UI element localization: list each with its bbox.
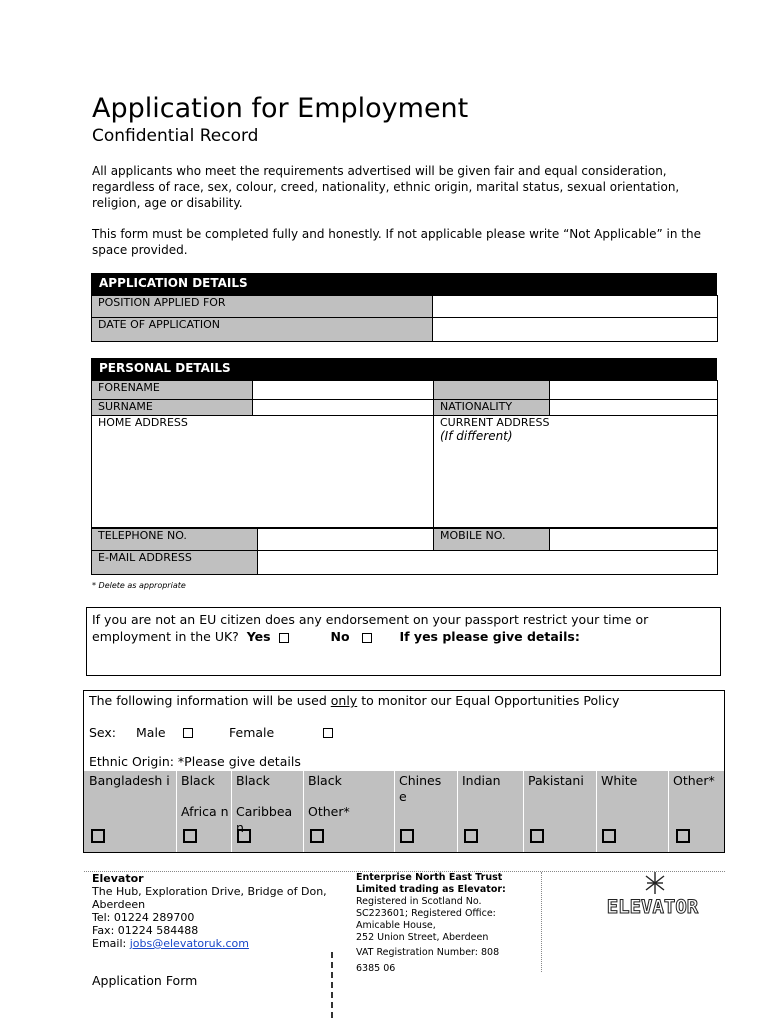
eu-question-box xyxy=(86,607,721,676)
ethnic-col-1: Black xyxy=(181,773,215,788)
contact-table xyxy=(91,528,718,575)
delete-note: * Delete as appropriate xyxy=(92,581,186,590)
surname-field[interactable] xyxy=(253,400,434,416)
forename-extra-field[interactable] xyxy=(550,381,718,400)
equal-opportunities-box xyxy=(83,690,725,853)
footer-addr2: Aberdeen xyxy=(92,898,146,911)
personal-details-heading: PERSONAL DETAILS xyxy=(91,358,717,380)
position-field[interactable] xyxy=(433,296,718,318)
nationality-field[interactable] xyxy=(550,400,718,416)
date-field[interactable] xyxy=(433,318,718,342)
ethnic-checkbox-white[interactable] xyxy=(602,829,616,843)
footer-vat1: VAT Registration Number: 808 xyxy=(356,947,500,958)
ethnic-col-6: Pakistani xyxy=(528,773,584,788)
intro-only: only xyxy=(330,693,358,708)
female-label: Female xyxy=(229,725,275,740)
footer-trust1: Enterprise North East Trust xyxy=(356,872,503,883)
ethnic-checkbox-black-caribbean[interactable] xyxy=(237,829,251,843)
eu-details-label: If yes please give details: xyxy=(399,629,580,644)
footer-email-label: Email: xyxy=(92,937,130,950)
footer-org: Elevator xyxy=(92,872,144,885)
home-address-field[interactable] xyxy=(92,416,434,528)
forename-label: FORENAME xyxy=(92,381,253,400)
footer-reg1: Registered in Scotland No. xyxy=(356,896,482,907)
footer-fax: Fax: 01224 584488 xyxy=(92,924,199,937)
ethnic-sub-1: Africa n xyxy=(181,804,229,819)
divider xyxy=(303,771,304,852)
footer-email-link[interactable]: jobs@elevatoruk.com xyxy=(129,937,249,950)
footer-reg4: 252 Union Street, Aberdeen xyxy=(356,932,489,943)
elevator-logo xyxy=(585,870,720,920)
footer-addr1: The Hub, Exploration Drive, Bridge of Don, xyxy=(92,885,327,898)
home-address-label: HOME ADDRESS xyxy=(98,416,188,429)
ethnic-checkbox-indian[interactable] xyxy=(464,829,478,843)
divider xyxy=(231,771,232,852)
ethnic-grid-cells xyxy=(84,771,724,852)
instructions-paragraph: This form must be completed fully and honestly. If not applicable please write “Not Applicable” in the space provided. xyxy=(92,227,701,257)
mobile-field[interactable] xyxy=(550,529,718,551)
ethnic-checkbox-bangladeshi[interactable] xyxy=(91,829,105,843)
footer-form-name: Application Form xyxy=(92,973,198,988)
telephone-label: TELEPHONE NO. xyxy=(92,529,258,551)
divider xyxy=(523,771,524,852)
position-label: POSITION APPLIED FOR xyxy=(92,296,433,318)
mobile-label: MOBILE NO. xyxy=(434,529,550,551)
ethnic-col-7: White xyxy=(601,773,638,788)
surname-label: SURNAME xyxy=(92,400,253,416)
page-title: Application for Employment xyxy=(92,93,469,124)
ethnic-checkbox-black-other[interactable] xyxy=(310,829,324,843)
divider xyxy=(394,771,395,852)
divider xyxy=(176,771,177,852)
footer-vat2: 6385 06 xyxy=(356,963,396,974)
footer-tel: Tel: 01224 289700 xyxy=(92,911,195,924)
footer-contact xyxy=(92,872,327,950)
application-details-table xyxy=(91,295,718,342)
eu-no-label: No xyxy=(330,629,350,644)
footer-reg2: SC223601; Registered Office: xyxy=(356,908,496,919)
ethnic-col-3: Black xyxy=(308,773,342,788)
ethnic-col-8: Other* xyxy=(673,773,715,788)
footer-reg3: Amicable House, xyxy=(356,920,436,931)
equal-ops-intro xyxy=(89,693,619,708)
ethnic-col-2: Black xyxy=(236,773,270,788)
blank-cell xyxy=(434,381,550,400)
personal-details-table xyxy=(91,380,718,528)
intro-pre: The following information will be used xyxy=(89,693,331,708)
if-different-note: (If different) xyxy=(440,429,513,443)
ethnic-col-4: Chines e xyxy=(399,773,442,804)
sex-label: Sex: xyxy=(89,725,117,740)
ethnic-checkbox-chinese[interactable] xyxy=(400,829,414,843)
eu-no-checkbox[interactable] xyxy=(362,633,372,643)
eu-yes-label: Yes xyxy=(246,629,271,644)
page-subtitle: Confidential Record xyxy=(92,126,259,146)
current-address-field[interactable] xyxy=(434,416,718,528)
email-field[interactable] xyxy=(258,551,718,575)
eu-question: If you are not an EU citizen does any endorsement on your passport restrict your time or employment in the UK? xyxy=(92,612,649,644)
eu-question-text xyxy=(92,611,702,645)
divider xyxy=(457,771,458,852)
female-checkbox[interactable] xyxy=(323,728,333,738)
intro-paragraph: All applicants who meet the requirements advertised will be given fair and equal consideration, regardless of race, sex, colour, creed, nationality, ethnic origin, marital status, sexual orientation, religion, age or disability. xyxy=(92,164,680,210)
elevator-logo-text: ELEVATOR xyxy=(606,896,699,918)
footer-trust2: Limited trading as Elevator: xyxy=(356,884,506,895)
ethnic-sub-2: Caribbea n xyxy=(236,804,293,835)
sex-row xyxy=(89,725,116,740)
footer-divider-left xyxy=(331,952,333,1018)
forename-field[interactable] xyxy=(253,381,434,400)
ethnic-sub-3: Other* xyxy=(308,804,350,819)
date-label: DATE OF APPLICATION xyxy=(92,318,433,342)
current-address-label: CURRENT ADDRESS xyxy=(440,416,550,429)
ethnic-label: Ethnic Origin: *Please give details xyxy=(89,754,301,769)
ethnic-checkbox-black-african[interactable] xyxy=(183,829,197,843)
divider xyxy=(596,771,597,852)
footer-registration xyxy=(356,872,506,976)
male-checkbox[interactable] xyxy=(183,728,193,738)
ethnic-checkbox-pakistani[interactable] xyxy=(530,829,544,843)
application-details-heading: APPLICATION DETAILS xyxy=(91,273,717,295)
email-label: E-MAIL ADDRESS xyxy=(92,551,258,575)
ethnic-checkbox-other[interactable] xyxy=(676,829,690,843)
ethnic-col-0: Bangladesh i xyxy=(89,773,170,788)
male-label: Male xyxy=(136,725,166,740)
telephone-field[interactable] xyxy=(258,529,434,551)
footer-divider-right xyxy=(541,872,542,972)
ethnic-col-5: Indian xyxy=(462,773,501,788)
eu-yes-checkbox[interactable] xyxy=(279,633,289,643)
nationality-label: NATIONALITY xyxy=(434,400,550,416)
divider xyxy=(668,771,669,852)
intro-post: to monitor our Equal Opportunities Policy xyxy=(357,693,620,708)
